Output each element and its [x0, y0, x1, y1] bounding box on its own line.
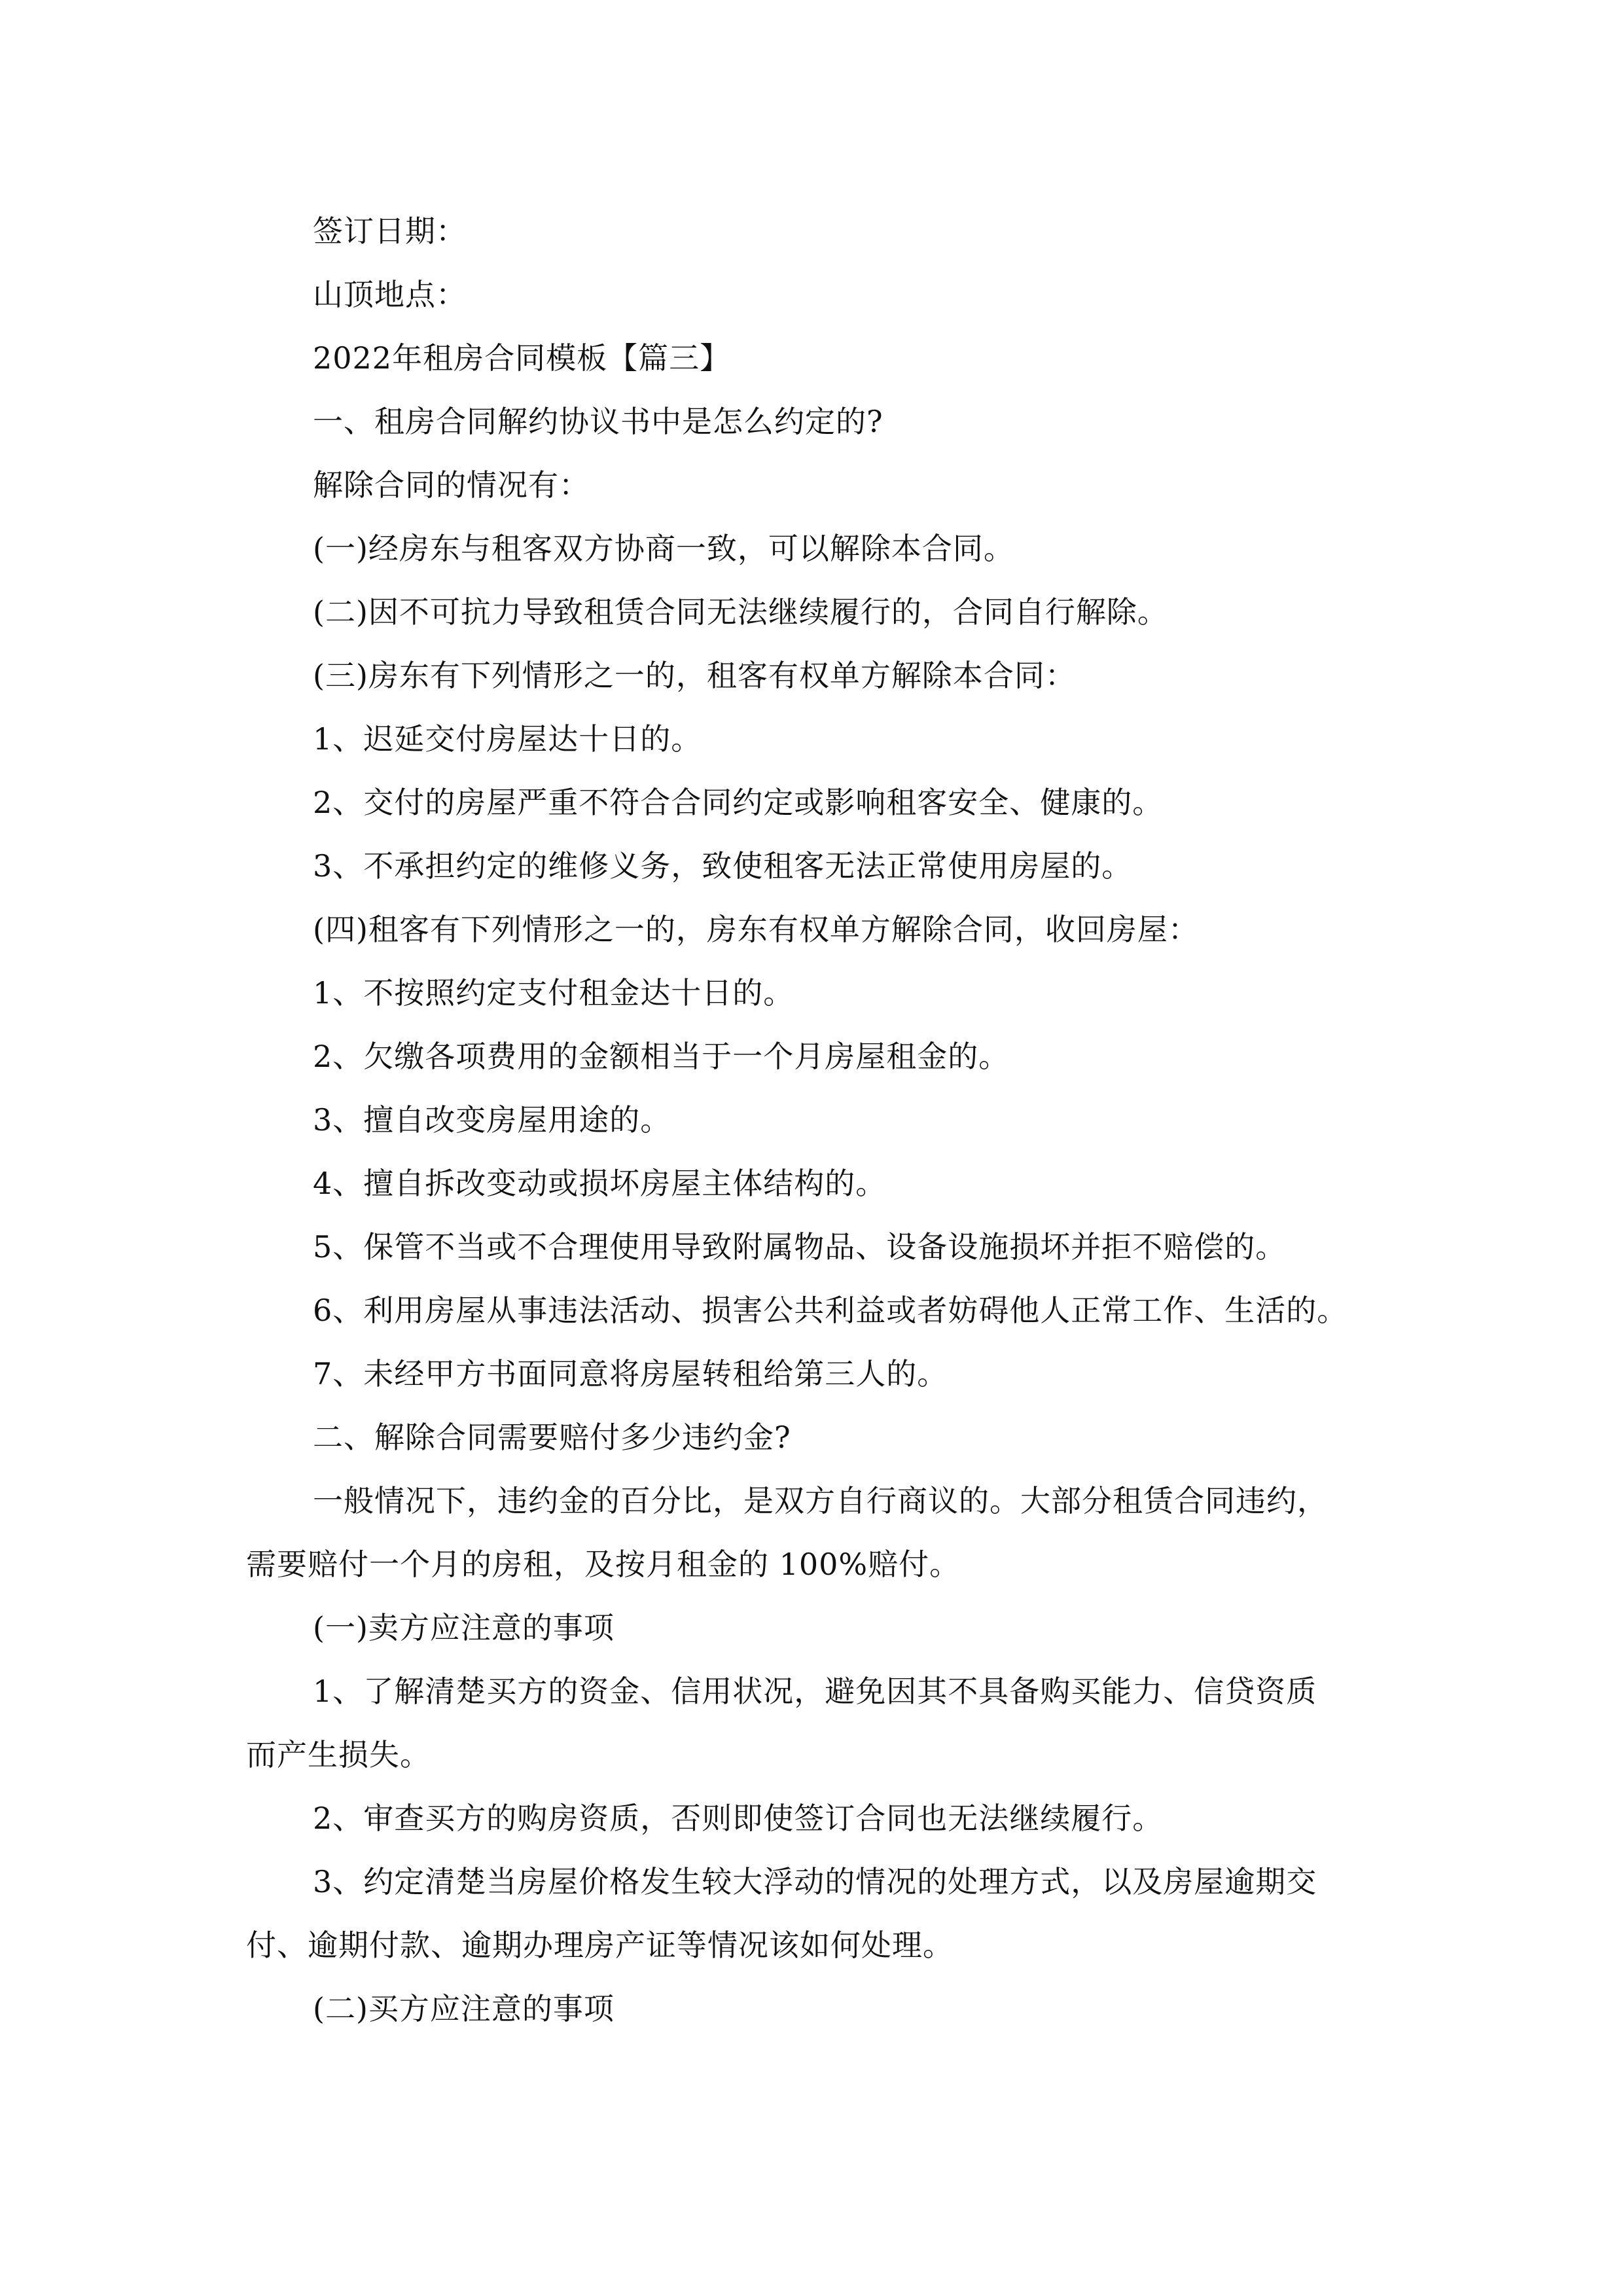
list-item: 5、保管不当或不合理使用导致附属物品、设备设施损坏并拒不赔偿的。: [313, 1229, 1287, 1265]
paragraph: 一般情况下，违约金的百分比，是双方自行商议的。大部分租赁合同违约，: [313, 1483, 1328, 1518]
signing-date-label: 签订日期：: [313, 213, 467, 249]
section-title: 2022年租房合同模板【篇三】: [313, 340, 731, 376]
paragraph-continuation: 需要赔付一个月的房租，及按月租金的 100%赔付。: [246, 1547, 961, 1582]
list-item-continuation: 而产生损失。: [246, 1737, 431, 1772]
list-item: 1、不按照约定支付租金达十日的。: [313, 975, 794, 1011]
list-item: (四)租客有下列情形之一的，房东有权单方解除合同，收回房屋：: [313, 912, 1199, 947]
signing-place-label: 山顶地点：: [313, 277, 467, 312]
list-item: (一)经房东与租客双方协商一致，可以解除本合同。: [313, 531, 1014, 566]
list-item: (二)因不可抗力导致租赁合同无法继续履行的，合同自行解除。: [313, 594, 1168, 630]
list-item: 4、擅自拆改变动或损坏房屋主体结构的。: [313, 1166, 887, 1201]
list-item: 2、审查买方的购房资质，否则即使签订合同也无法继续履行。: [313, 1801, 1164, 1836]
list-item: 2、欠缴各项费用的金额相当于一个月房屋租金的。: [313, 1039, 1010, 1074]
list-item: 3、擅自改变房屋用途的。: [313, 1102, 671, 1138]
heading-2: 二、解除合同需要赔付多少违约金?: [313, 1420, 791, 1455]
subheading: (一)卖方应注意的事项: [313, 1610, 615, 1645]
list-item: 1、了解清楚买方的资金、信用状况，避免因其不具备购买能力、信贷资质: [313, 1674, 1317, 1709]
heading-1: 一、租房合同解约协议书中是怎么约定的?: [313, 404, 883, 439]
list-item: 7、未经甲方书面同意将房屋转租给第三人的。: [313, 1356, 948, 1391]
list-item: 6、利用房屋从事违法活动、损害公共利益或者妨碍他人正常工作、生活的。: [313, 1293, 1348, 1328]
list-item: (三)房东有下列情形之一的，租客有权单方解除本合同：: [313, 658, 1076, 693]
list-item-continuation: 付、逾期付款、逾期办理房产证等情况该如何处理。: [246, 1928, 954, 1963]
list-item: 3、不承担约定的维修义务，致使租客无法正常使用房屋的。: [313, 848, 1133, 884]
list-item: 1、迟延交付房屋达十日的。: [313, 721, 702, 757]
list-item: 3、约定清楚当房屋价格发生较大浮动的情况的处理方式，以及房屋逾期交: [313, 1864, 1317, 1899]
paragraph: 解除合同的情况有：: [313, 467, 590, 503]
subheading: (二)买方应注意的事项: [313, 1991, 615, 2026]
list-item: 2、交付的房屋严重不符合合同约定或影响租客安全、健康的。: [313, 785, 1164, 820]
